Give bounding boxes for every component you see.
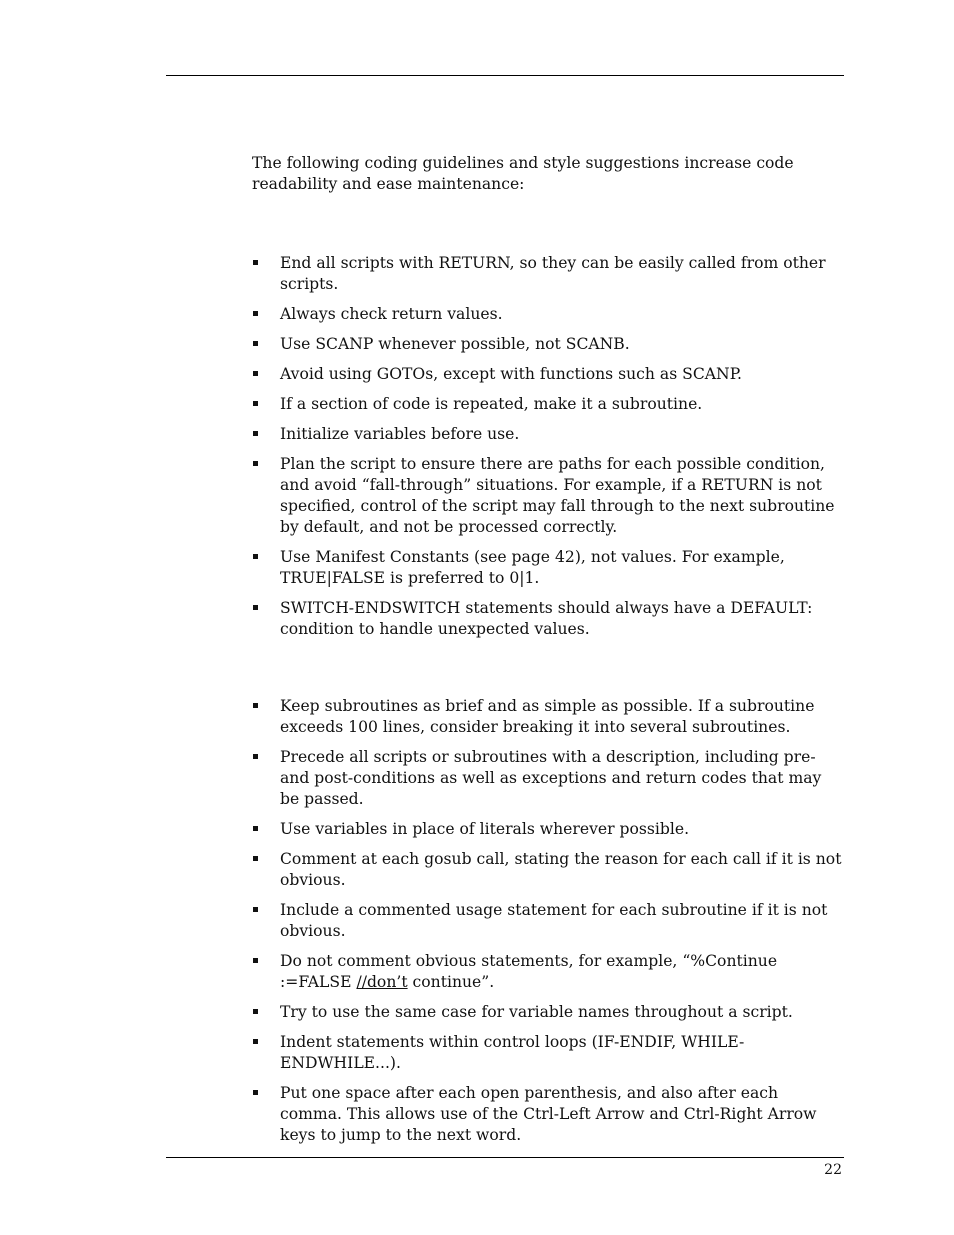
- list-item: [252, 364, 844, 385]
- text-segment: Do not comment obvious statements, for example, “%Continue :=FALSE: [280, 952, 778, 991]
- bullet-icon: [253, 260, 258, 265]
- bullet-icon: [253, 958, 258, 963]
- list-item: [252, 1002, 844, 1023]
- bullet-icon: [253, 856, 258, 861]
- list-item: [252, 424, 844, 445]
- bullet-icon: [253, 431, 258, 436]
- bullet-icon: [253, 907, 258, 912]
- list-item: [252, 900, 844, 942]
- bullet-icon: [253, 605, 258, 610]
- bullet-icon: [253, 1039, 258, 1044]
- coding-guidelines-list: [252, 253, 844, 649]
- bullet-icon: [253, 1090, 258, 1095]
- list-item-text: Indent statements within control loops (IF-ENDIF, WHILE-ENDWHILE...).: [280, 1033, 745, 1072]
- bullet-icon: [253, 1009, 258, 1014]
- list-item-text: Initialize variables before use.: [280, 425, 520, 443]
- bullet-icon: [253, 826, 258, 831]
- bullet-icon: [253, 341, 258, 346]
- list-item-text: Use SCANP whenever possible, not SCANB.: [280, 335, 630, 353]
- list-item: [252, 598, 844, 640]
- list-item-text: [280, 952, 777, 991]
- list-item-text: Try to use the same case for variable names throughout a script.: [280, 1003, 793, 1021]
- list-item-text: Put one space after each open parenthesis, and also after each comma. This allows use of the Ctrl-Left Arrow and Ctrl-Right Arrow keys to jump to the next word.: [280, 1084, 817, 1144]
- list-item-text: Always check return values.: [280, 305, 503, 323]
- list-item: [252, 334, 844, 355]
- list-item-text: If a section of code is repeated, make it a subroutine.: [280, 395, 703, 413]
- bullet-icon: [253, 554, 258, 559]
- bullet-icon: [253, 461, 258, 466]
- bullet-icon: [253, 703, 258, 708]
- bullet-icon: [253, 371, 258, 376]
- list-item: [252, 747, 844, 810]
- intro-paragraph: The following coding guidelines and style suggestions increase code readability and ease maintenance:: [252, 154, 794, 193]
- list-item-text: Precede all scripts or subroutines with a description, including pre- and post-conditions as well as exceptions and return codes that may be passed.: [280, 748, 822, 808]
- list-item: [252, 696, 844, 738]
- underlined-text: //don’t: [356, 973, 408, 991]
- list-item-text: Include a commented usage statement for each subroutine if it is not obvious.: [280, 901, 828, 940]
- list-item-text: End all scripts with RETURN, so they can be easily called from other scripts.: [280, 254, 826, 293]
- list-item-text: SWITCH-ENDSWITCH statements should always have a DEFAULT: condition to handle unexpected values.: [280, 599, 813, 638]
- style-suggestions-list: [252, 696, 844, 1155]
- list-item-text: Plan the script to ensure there are paths for each possible condition, and avoid “fall-through” situations. For example, if a RETURN is not specified, control of the script may fall through to the next subroutine by default, and not be processed correctly.: [280, 455, 835, 536]
- list-item-text: Use Manifest Constants (see page 42), not values. For example, TRUE|FALSE is preferred to 0|1.: [280, 548, 785, 587]
- bullet-icon: [253, 311, 258, 316]
- list-item-text: Avoid using GOTOs, except with functions such as SCANP.: [280, 365, 742, 383]
- footer-rule: [166, 1157, 844, 1158]
- page-number: 22: [824, 1162, 842, 1178]
- list-item: [252, 819, 844, 840]
- list-item-text: Comment at each gosub call, stating the reason for each call if it is not obvious.: [280, 850, 842, 889]
- list-item: [252, 253, 844, 295]
- list-item: [252, 849, 844, 891]
- list-item-text: Keep subroutines as brief and as simple as possible. If a subroutine exceeds 100 lines, consider breaking it into several subroutines.: [280, 697, 815, 736]
- header-rule: [166, 75, 844, 76]
- list-item: [252, 394, 844, 415]
- list-item: [252, 1032, 844, 1074]
- list-item: [252, 1083, 844, 1146]
- list-item: [252, 304, 844, 325]
- list-item: [252, 454, 844, 538]
- bullet-icon: [253, 754, 258, 759]
- list-item: [252, 951, 844, 993]
- list-item: [252, 547, 844, 589]
- list-item-text: Use variables in place of literals wherever possible.: [280, 820, 690, 838]
- text-segment: continue”.: [407, 973, 495, 991]
- bullet-icon: [253, 401, 258, 406]
